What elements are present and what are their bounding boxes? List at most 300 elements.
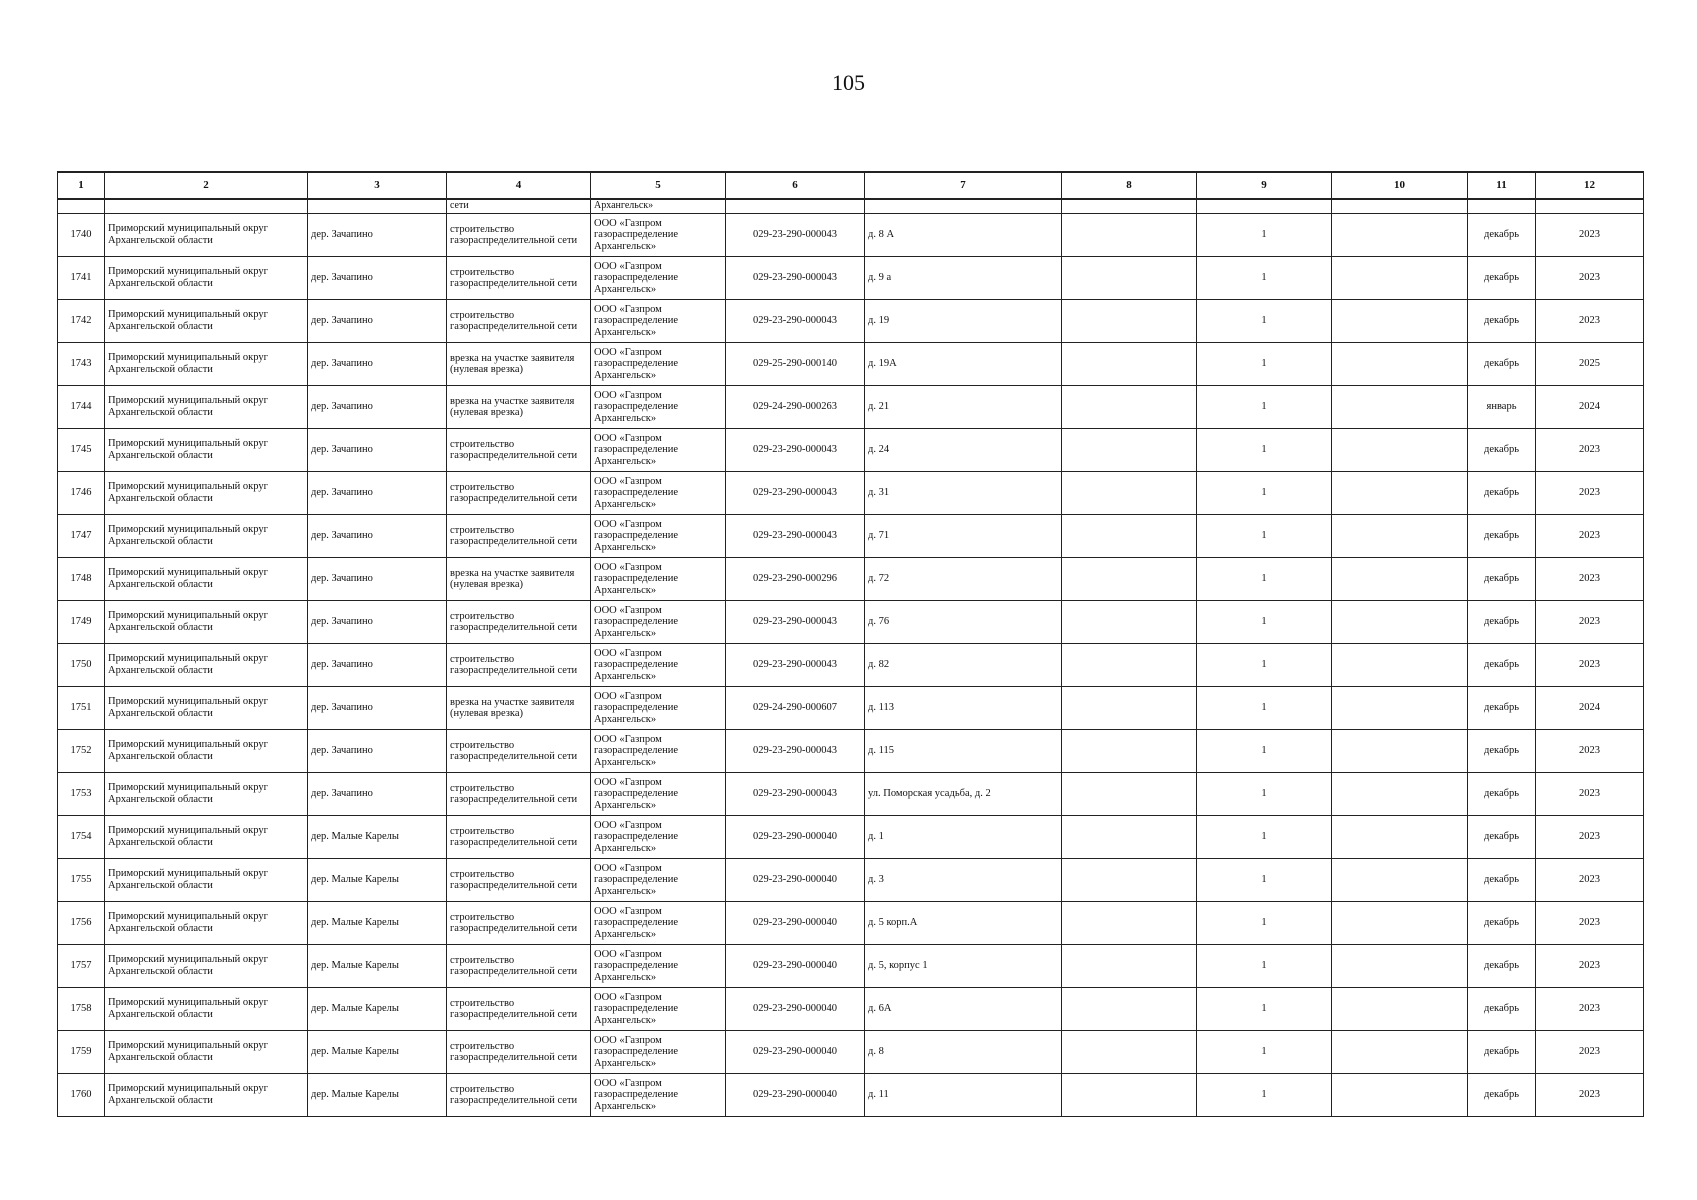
table-row [58, 386, 1644, 429]
cell-code: 029-25-290-000140 [726, 343, 865, 386]
cell-col8 [1062, 558, 1197, 601]
column-header-8: 8 [1062, 172, 1197, 199]
cell-number: 1759 [58, 1031, 105, 1074]
cell-month: декабрь [1468, 515, 1536, 558]
cell-work-type: строительство газораспределительной сети [447, 429, 591, 472]
table-body [58, 199, 1644, 1117]
cell-col8 [1062, 1074, 1197, 1117]
cell-col10 [1332, 472, 1468, 515]
cell-quantity: 1 [1197, 429, 1332, 472]
cell-district: Приморский муниципальный округ Архангельской области [105, 902, 308, 945]
cell-district: Приморский муниципальный округ Архангельской области [105, 429, 308, 472]
registry-table [57, 171, 1644, 1117]
cell-year: 2023 [1536, 945, 1644, 988]
cell-district: Приморский муниципальный округ Архангельской области [105, 687, 308, 730]
cell-year: 2023 [1536, 902, 1644, 945]
column-header-12: 12 [1536, 172, 1644, 199]
cell-district: Приморский муниципальный округ Архангельской области [105, 558, 308, 601]
cell-month: декабрь [1468, 687, 1536, 730]
cell-organization: ООО «Газпром газораспределение Архангельск» [591, 687, 726, 730]
cell-code: 029-23-290-000043 [726, 300, 865, 343]
cell-work-type: строительство газораспределительной сети [447, 1074, 591, 1117]
continuation-cell [1062, 199, 1197, 214]
table-row [58, 1074, 1644, 1117]
cell-year: 2023 [1536, 730, 1644, 773]
continuation-cell [58, 199, 105, 214]
cell-col10 [1332, 730, 1468, 773]
continuation-cell [1197, 199, 1332, 214]
cell-code: 029-24-290-000263 [726, 386, 865, 429]
cell-work-type: строительство газораспределительной сети [447, 859, 591, 902]
cell-organization: ООО «Газпром газораспределение Архангельск» [591, 816, 726, 859]
cell-number: 1743 [58, 343, 105, 386]
cell-quantity: 1 [1197, 558, 1332, 601]
cell-settlement: дер. Малые Карелы [308, 988, 447, 1031]
cell-organization: ООО «Газпром газораспределение Архангельск» [591, 601, 726, 644]
cell-district: Приморский муниципальный округ Архангельской области [105, 859, 308, 902]
cell-col8 [1062, 257, 1197, 300]
cell-settlement: дер. Малые Карелы [308, 859, 447, 902]
cell-address: д. 82 [865, 644, 1062, 687]
cell-number: 1754 [58, 816, 105, 859]
cell-number: 1757 [58, 945, 105, 988]
cell-month: декабрь [1468, 902, 1536, 945]
cell-work-type: строительство газораспределительной сети [447, 214, 591, 257]
cell-number: 1740 [58, 214, 105, 257]
cell-col10 [1332, 816, 1468, 859]
cell-work-type: строительство газораспределительной сети [447, 515, 591, 558]
cell-number: 1746 [58, 472, 105, 515]
cell-organization: ООО «Газпром газораспределение Архангельск» [591, 300, 726, 343]
cell-col8 [1062, 816, 1197, 859]
cell-code: 029-23-290-000040 [726, 902, 865, 945]
cell-month: декабрь [1468, 472, 1536, 515]
column-header-1: 1 [58, 172, 105, 199]
cell-work-type: строительство газораспределительной сети [447, 816, 591, 859]
cell-address: д. 21 [865, 386, 1062, 429]
cell-col8 [1062, 859, 1197, 902]
cell-settlement: дер. Зачапино [308, 601, 447, 644]
cell-month: декабрь [1468, 1031, 1536, 1074]
cell-district: Приморский муниципальный округ Архангельской области [105, 644, 308, 687]
cell-district: Приморский муниципальный округ Архангельской области [105, 1074, 308, 1117]
cell-quantity: 1 [1197, 257, 1332, 300]
cell-district: Приморский муниципальный округ Архангельской области [105, 300, 308, 343]
cell-quantity: 1 [1197, 730, 1332, 773]
cell-number: 1760 [58, 1074, 105, 1117]
cell-work-type: врезка на участке заявителя (нулевая врезка) [447, 343, 591, 386]
cell-number: 1742 [58, 300, 105, 343]
table-row [58, 214, 1644, 257]
cell-month: декабрь [1468, 730, 1536, 773]
cell-district: Приморский муниципальный округ Архангельской области [105, 257, 308, 300]
cell-code: 029-23-290-000043 [726, 472, 865, 515]
cell-organization: ООО «Газпром газораспределение Архангельск» [591, 1074, 726, 1117]
cell-address: д. 71 [865, 515, 1062, 558]
cell-col8 [1062, 429, 1197, 472]
cell-number: 1753 [58, 773, 105, 816]
cell-col10 [1332, 429, 1468, 472]
cell-district: Приморский муниципальный округ Архангельской области [105, 988, 308, 1031]
cell-col10 [1332, 859, 1468, 902]
cell-quantity: 1 [1197, 386, 1332, 429]
table-row [58, 730, 1644, 773]
table-row [58, 773, 1644, 816]
cell-settlement: дер. Зачапино [308, 558, 447, 601]
cell-quantity: 1 [1197, 601, 1332, 644]
cell-work-type: строительство газораспределительной сети [447, 601, 591, 644]
cell-code: 029-23-290-000043 [726, 601, 865, 644]
column-header-7: 7 [865, 172, 1062, 199]
cell-col8 [1062, 386, 1197, 429]
cell-settlement: дер. Малые Карелы [308, 1031, 447, 1074]
cell-col8 [1062, 515, 1197, 558]
cell-number: 1758 [58, 988, 105, 1031]
cell-month: декабрь [1468, 300, 1536, 343]
column-header-4: 4 [447, 172, 591, 199]
cell-quantity: 1 [1197, 816, 1332, 859]
continuation-cell: Архангельск» [591, 199, 726, 214]
cell-work-type: строительство газораспределительной сети [447, 472, 591, 515]
cell-code: 029-23-290-000043 [726, 515, 865, 558]
cell-work-type: строительство газораспределительной сети [447, 730, 591, 773]
cell-number: 1749 [58, 601, 105, 644]
cell-col10 [1332, 515, 1468, 558]
cell-organization: ООО «Газпром газораспределение Архангельск» [591, 214, 726, 257]
cell-address: д. 19 [865, 300, 1062, 343]
cell-col8 [1062, 687, 1197, 730]
table-row [58, 644, 1644, 687]
cell-number: 1755 [58, 859, 105, 902]
cell-col10 [1332, 558, 1468, 601]
cell-work-type: строительство газораспределительной сети [447, 988, 591, 1031]
cell-col8 [1062, 988, 1197, 1031]
cell-settlement: дер. Малые Карелы [308, 945, 447, 988]
cell-col10 [1332, 214, 1468, 257]
cell-address: д. 76 [865, 601, 1062, 644]
cell-address: д. 3 [865, 859, 1062, 902]
cell-organization: ООО «Газпром газораспределение Архангельск» [591, 515, 726, 558]
cell-address: д. 9 а [865, 257, 1062, 300]
cell-address: д. 8 А [865, 214, 1062, 257]
cell-number: 1748 [58, 558, 105, 601]
cell-district: Приморский муниципальный округ Архангельской области [105, 773, 308, 816]
cell-month: декабрь [1468, 1074, 1536, 1117]
table-row [58, 515, 1644, 558]
cell-code: 029-23-290-000040 [726, 988, 865, 1031]
cell-address: д. 5, корпус 1 [865, 945, 1062, 988]
table-row [58, 859, 1644, 902]
cell-col10 [1332, 1074, 1468, 1117]
cell-year: 2023 [1536, 214, 1644, 257]
cell-col8 [1062, 343, 1197, 386]
cell-settlement: дер. Зачапино [308, 429, 447, 472]
cell-year: 2023 [1536, 558, 1644, 601]
cell-district: Приморский муниципальный округ Архангельской области [105, 730, 308, 773]
cell-col8 [1062, 902, 1197, 945]
cell-month: декабрь [1468, 601, 1536, 644]
cell-col8 [1062, 601, 1197, 644]
cell-settlement: дер. Зачапино [308, 515, 447, 558]
cell-work-type: строительство газораспределительной сети [447, 1031, 591, 1074]
column-header-3: 3 [308, 172, 447, 199]
cell-code: 029-23-290-000043 [726, 214, 865, 257]
cell-address: д. 113 [865, 687, 1062, 730]
cell-address: д. 8 [865, 1031, 1062, 1074]
cell-col10 [1332, 644, 1468, 687]
cell-organization: ООО «Газпром газораспределение Архангельск» [591, 773, 726, 816]
cell-year: 2023 [1536, 1031, 1644, 1074]
cell-year: 2023 [1536, 601, 1644, 644]
cell-quantity: 1 [1197, 472, 1332, 515]
cell-code: 029-24-290-000607 [726, 687, 865, 730]
cell-code: 029-23-290-000040 [726, 1031, 865, 1074]
cell-settlement: дер. Зачапино [308, 687, 447, 730]
cell-district: Приморский муниципальный округ Архангельской области [105, 601, 308, 644]
cell-quantity: 1 [1197, 945, 1332, 988]
cell-year: 2023 [1536, 1074, 1644, 1117]
cell-settlement: дер. Малые Карелы [308, 902, 447, 945]
cell-col8 [1062, 1031, 1197, 1074]
cell-address: д. 24 [865, 429, 1062, 472]
cell-district: Приморский муниципальный округ Архангельской области [105, 945, 308, 988]
cell-year: 2023 [1536, 816, 1644, 859]
cell-organization: ООО «Газпром газораспределение Архангельск» [591, 859, 726, 902]
table-row [58, 601, 1644, 644]
cell-month: декабрь [1468, 988, 1536, 1031]
continuation-cell [1332, 199, 1468, 214]
cell-settlement: дер. Зачапино [308, 300, 447, 343]
cell-organization: ООО «Газпром газораспределение Архангельск» [591, 1031, 726, 1074]
cell-col8 [1062, 730, 1197, 773]
table-row [58, 343, 1644, 386]
cell-col8 [1062, 300, 1197, 343]
continuation-cell [865, 199, 1062, 214]
cell-code: 029-23-290-000040 [726, 859, 865, 902]
cell-col8 [1062, 945, 1197, 988]
cell-code: 029-23-290-000043 [726, 644, 865, 687]
cell-organization: ООО «Газпром газораспределение Архангельск» [591, 730, 726, 773]
cell-col10 [1332, 386, 1468, 429]
cell-district: Приморский муниципальный округ Архангельской области [105, 472, 308, 515]
cell-month: декабрь [1468, 859, 1536, 902]
table-row [58, 902, 1644, 945]
column-header-2: 2 [105, 172, 308, 199]
cell-settlement: дер. Малые Карелы [308, 1074, 447, 1117]
cell-code: 029-23-290-000043 [726, 429, 865, 472]
cell-col10 [1332, 945, 1468, 988]
cell-work-type: строительство газораспределительной сети [447, 644, 591, 687]
cell-quantity: 1 [1197, 214, 1332, 257]
cell-number: 1756 [58, 902, 105, 945]
cell-code: 029-23-290-000043 [726, 730, 865, 773]
cell-quantity: 1 [1197, 1074, 1332, 1117]
cell-year: 2025 [1536, 343, 1644, 386]
cell-col10 [1332, 988, 1468, 1031]
cell-work-type: строительство газораспределительной сети [447, 773, 591, 816]
cell-settlement: дер. Зачапино [308, 644, 447, 687]
cell-quantity: 1 [1197, 687, 1332, 730]
continuation-cell [726, 199, 865, 214]
cell-col10 [1332, 601, 1468, 644]
table-row [58, 429, 1644, 472]
header-row [58, 172, 1644, 199]
cell-code: 029-23-290-000040 [726, 816, 865, 859]
cell-organization: ООО «Газпром газораспределение Архангельск» [591, 902, 726, 945]
cell-quantity: 1 [1197, 644, 1332, 687]
cell-organization: ООО «Газпром газораспределение Архангельск» [591, 386, 726, 429]
cell-district: Приморский муниципальный округ Архангельской области [105, 515, 308, 558]
cell-number: 1750 [58, 644, 105, 687]
column-header-10: 10 [1332, 172, 1468, 199]
cell-work-type: врезка на участке заявителя (нулевая врезка) [447, 558, 591, 601]
cell-settlement: дер. Зачапино [308, 343, 447, 386]
cell-code: 029-23-290-000043 [726, 773, 865, 816]
cell-settlement: дер. Зачапино [308, 730, 447, 773]
cell-address: ул. Поморская усадьба, д. 2 [865, 773, 1062, 816]
cell-address: д. 5 корп.А [865, 902, 1062, 945]
cell-address: д. 6А [865, 988, 1062, 1031]
page-number: 105 [832, 70, 865, 95]
cell-col8 [1062, 773, 1197, 816]
cell-code: 029-23-290-000040 [726, 1074, 865, 1117]
cell-address: д. 31 [865, 472, 1062, 515]
table-row [58, 300, 1644, 343]
cell-month: декабрь [1468, 214, 1536, 257]
cell-col8 [1062, 644, 1197, 687]
cell-organization: ООО «Газпром газораспределение Архангельск» [591, 257, 726, 300]
cell-organization: ООО «Газпром газораспределение Архангельск» [591, 429, 726, 472]
cell-quantity: 1 [1197, 1031, 1332, 1074]
cell-number: 1741 [58, 257, 105, 300]
cell-address: д. 72 [865, 558, 1062, 601]
cell-month: декабрь [1468, 257, 1536, 300]
cell-year: 2023 [1536, 257, 1644, 300]
cell-quantity: 1 [1197, 988, 1332, 1031]
cell-month: декабрь [1468, 644, 1536, 687]
cell-year: 2023 [1536, 988, 1644, 1031]
cell-district: Приморский муниципальный округ Архангельской области [105, 214, 308, 257]
table-row [58, 558, 1644, 601]
cell-organization: ООО «Газпром газораспределение Архангельск» [591, 558, 726, 601]
table-row [58, 687, 1644, 730]
cell-year: 2023 [1536, 472, 1644, 515]
cell-organization: ООО «Газпром газораспределение Архангельск» [591, 343, 726, 386]
cell-col10 [1332, 1031, 1468, 1074]
cell-month: декабрь [1468, 945, 1536, 988]
cell-number: 1744 [58, 386, 105, 429]
cell-month: декабрь [1468, 816, 1536, 859]
continuation-cell [308, 199, 447, 214]
column-header-6: 6 [726, 172, 865, 199]
table-row [58, 945, 1644, 988]
cell-quantity: 1 [1197, 300, 1332, 343]
cell-number: 1752 [58, 730, 105, 773]
column-header-11: 11 [1468, 172, 1536, 199]
cell-settlement: дер. Зачапино [308, 472, 447, 515]
cell-address: д. 1 [865, 816, 1062, 859]
cell-district: Приморский муниципальный округ Архангельской области [105, 386, 308, 429]
cell-month: январь [1468, 386, 1536, 429]
table-row [58, 472, 1644, 515]
cell-settlement: дер. Зачапино [308, 257, 447, 300]
cell-district: Приморский муниципальный округ Архангельской области [105, 343, 308, 386]
cell-district: Приморский муниципальный округ Архангельской области [105, 816, 308, 859]
cell-number: 1747 [58, 515, 105, 558]
cell-quantity: 1 [1197, 902, 1332, 945]
cell-quantity: 1 [1197, 343, 1332, 386]
cell-month: декабрь [1468, 558, 1536, 601]
cell-month: декабрь [1468, 773, 1536, 816]
cell-organization: ООО «Газпром газораспределение Архангельск» [591, 945, 726, 988]
cell-year: 2023 [1536, 515, 1644, 558]
cell-month: декабрь [1468, 343, 1536, 386]
cell-col8 [1062, 472, 1197, 515]
cell-year: 2024 [1536, 687, 1644, 730]
cell-year: 2023 [1536, 773, 1644, 816]
cell-quantity: 1 [1197, 515, 1332, 558]
continuation-row [58, 199, 1644, 214]
cell-work-type: строительство газораспределительной сети [447, 902, 591, 945]
cell-month: декабрь [1468, 429, 1536, 472]
table-row [58, 257, 1644, 300]
cell-code: 029-23-290-000040 [726, 945, 865, 988]
cell-work-type: врезка на участке заявителя (нулевая врезка) [447, 687, 591, 730]
cell-number: 1745 [58, 429, 105, 472]
cell-year: 2023 [1536, 859, 1644, 902]
cell-work-type: строительство газораспределительной сети [447, 300, 591, 343]
column-header-9: 9 [1197, 172, 1332, 199]
continuation-cell: сети [447, 199, 591, 214]
cell-code: 029-23-290-000043 [726, 257, 865, 300]
cell-col10 [1332, 343, 1468, 386]
cell-year: 2024 [1536, 386, 1644, 429]
continuation-cell [105, 199, 308, 214]
cell-organization: ООО «Газпром газораспределение Архангельск» [591, 644, 726, 687]
cell-settlement: дер. Зачапино [308, 773, 447, 816]
cell-year: 2023 [1536, 644, 1644, 687]
cell-number: 1751 [58, 687, 105, 730]
cell-col10 [1332, 300, 1468, 343]
cell-work-type: врезка на участке заявителя (нулевая врезка) [447, 386, 591, 429]
cell-address: д. 19А [865, 343, 1062, 386]
continuation-cell [1536, 199, 1644, 214]
cell-col10 [1332, 687, 1468, 730]
cell-year: 2023 [1536, 429, 1644, 472]
cell-quantity: 1 [1197, 859, 1332, 902]
cell-district: Приморский муниципальный округ Архангельской области [105, 1031, 308, 1074]
cell-work-type: строительство газораспределительной сети [447, 257, 591, 300]
table-row [58, 1031, 1644, 1074]
cell-settlement: дер. Малые Карелы [308, 816, 447, 859]
cell-col10 [1332, 902, 1468, 945]
cell-col8 [1062, 214, 1197, 257]
cell-organization: ООО «Газпром газораспределение Архангельск» [591, 988, 726, 1031]
cell-settlement: дер. Зачапино [308, 214, 447, 257]
cell-year: 2023 [1536, 300, 1644, 343]
cell-organization: ООО «Газпром газораспределение Архангельск» [591, 472, 726, 515]
column-header-5: 5 [591, 172, 726, 199]
cell-address: д. 115 [865, 730, 1062, 773]
table-row [58, 816, 1644, 859]
cell-col10 [1332, 257, 1468, 300]
continuation-cell [1468, 199, 1536, 214]
cell-quantity: 1 [1197, 773, 1332, 816]
cell-address: д. 11 [865, 1074, 1062, 1117]
table-row [58, 988, 1644, 1031]
cell-code: 029-23-290-000296 [726, 558, 865, 601]
cell-settlement: дер. Зачапино [308, 386, 447, 429]
